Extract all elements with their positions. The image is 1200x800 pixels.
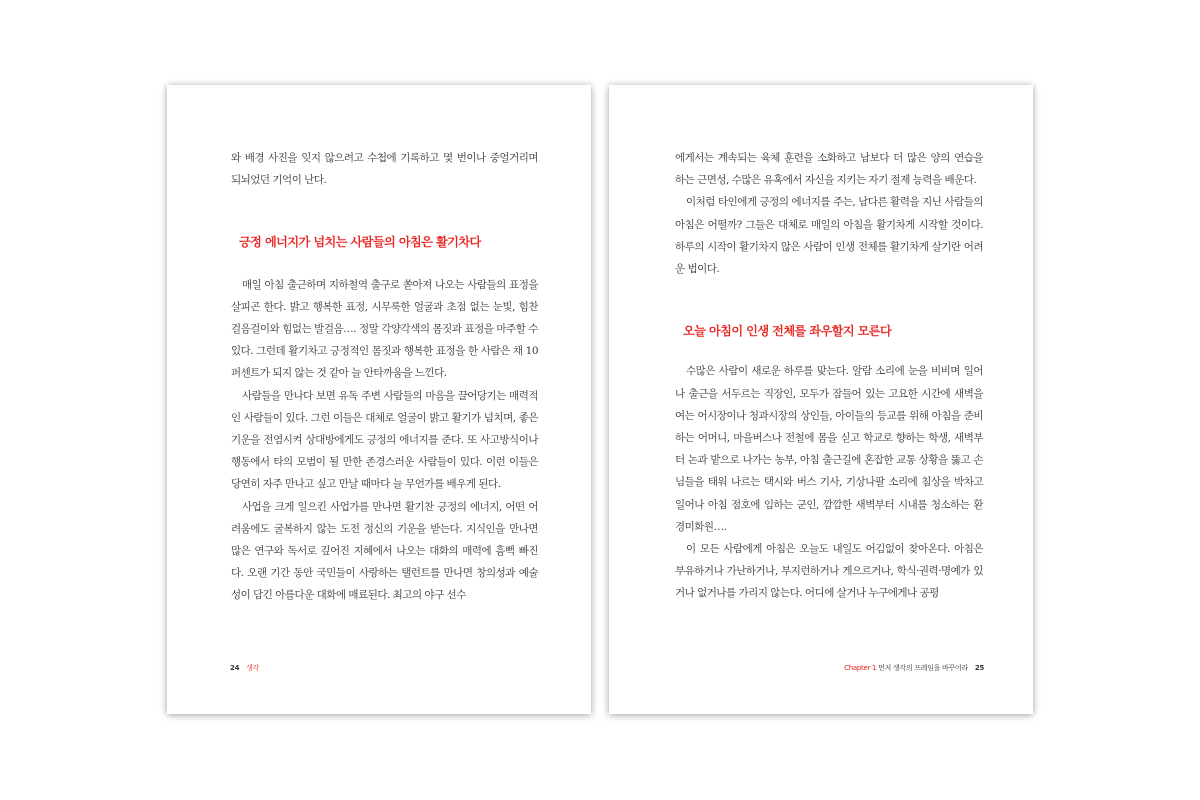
page-number: 24	[230, 664, 240, 672]
right-page-footer	[844, 663, 984, 673]
chapter-label: Chapter 1	[844, 664, 877, 672]
page-number: 25	[974, 664, 984, 672]
left-page-footer	[230, 663, 259, 673]
paragraph: 에게서는 계속되는 육체 훈련을 소화하고 남보다 더 많은 양의 연습을 하는 근면성, 수많은 유혹에서 자신을 지키는 자기 절제 능력을 배운다.	[675, 152, 983, 187]
section-heading: 긍정 에너지가 넘치는 사람들의 아침은 활기차다	[239, 235, 481, 250]
right-page-body	[675, 147, 983, 605]
right-page	[609, 85, 1033, 714]
paragraph: 사람들을 만나다 보면 유독 주변 사람들의 마음을 끌어당기는 매력적인 사람들이 있다. 그런 이들은 대체로 얼굴이 밝고 활기가 넘치며, 좋은 기운을 전염시켜 상대방에게도 긍정의 에너지를 준다. 또 사고방식이나 행동에서 타의 모범이 될 만한 존경스러운 사람들이 있다. 이런 이들은 당연히 자주 만나고 싶고 만날 때마다 늘 무언가를 배우게 된다.	[231, 389, 538, 491]
left-page	[167, 85, 591, 714]
paragraph: 이처럼 타인에게 긍정의 에너지를 주는, 남다른 활력을 지닌 사람들의 아침은 어떨까? 그들은 대체로 매일의 아침을 활기차게 시작할 것이다. 하루의 시작이 활기차지 않은 사람이 인생 전체를 활기차게 살기란 어려운 법이다.	[675, 196, 983, 276]
paragraph: 이 모든 사람에게 아침은 오늘도 내일도 어김없이 찾아온다. 아침은 부유하거나 가난하거나, 부지런하거나 게으르거나, 학식·권력·명예가 있거나 없거나를 가리지 않는다. 어디에 살거나 누구에게나 공평	[675, 543, 983, 600]
paragraph: 매일 아침 출근하며 지하철역 출구로 쏟아져 나오는 사람들의 표정을 살피곤 한다. 밝고 행복한 표정, 시무룩한 얼굴과 초점 없는 눈빛, 힘찬 걸음걸이와 힘없는 발걸음…. 정말 각양각색의 몸짓과 표정을 마주할 수 있다. 그런데 활기차고 긍정적인 몸짓과 행복한 표정을 한 사람은 채 10퍼센트가 되지 않는 것 같아 늘 안타까움을 느낀다.	[231, 278, 538, 380]
paragraph: 사업을 크게 일으킨 사업가를 만나면 활기찬 긍정의 에너지, 어떤 어려움에도 굴복하지 않는 도전 정신의 기운을 받는다. 지식인을 만나면 많은 연구와 독서로 깊어진 지혜에서 나오는 대화의 매력에 흠뻑 빠진다. 오랜 기간 동안 국민들이 사랑하는 탤런트를 만나면 창의성과 예술성이 담긴 아름다운 대화에 매료된다. 최고의 야구 선수	[231, 500, 538, 602]
left-page-body	[231, 147, 538, 607]
running-section-title: 생각	[246, 664, 260, 672]
section-heading: 오늘 아침이 인생 전체를 좌우할지 모른다	[683, 324, 892, 339]
paragraph: 와 배경 사진을 잊지 않으려고 수첩에 기록하고 몇 번이나 중얼거리며 되뇌었던 기억이 난다.	[231, 152, 538, 187]
running-chapter-title: 먼저 생각의 프레임을 바꾸어라	[878, 664, 968, 672]
paragraph: 수많은 사람이 새로운 하루를 맞는다. 알람 소리에 눈을 비비며 일어나 출근을 서두르는 직장인, 모두가 잠들어 있는 고요한 시간에 새벽을 여는 어시장이나 청과시장의 상인들, 아이들의 등교를 위해 아침을 준비하는 어머니, 마을버스나 전철에 몸을 싣고 학교로 향하는 학생, 새벽부터 논과 밭으로 나가는 농부, 아침 출근길에 혼잡한 교통 상황을 뚫고 손님들을 태워 나르는 택시와 버스 기사, 기상나팔 소리에 침상을 박차고 일어나 아침 점호에 임하는 군인, 깜깜한 새벽부터 시내를 청소하는 환경미화원….	[675, 365, 983, 533]
